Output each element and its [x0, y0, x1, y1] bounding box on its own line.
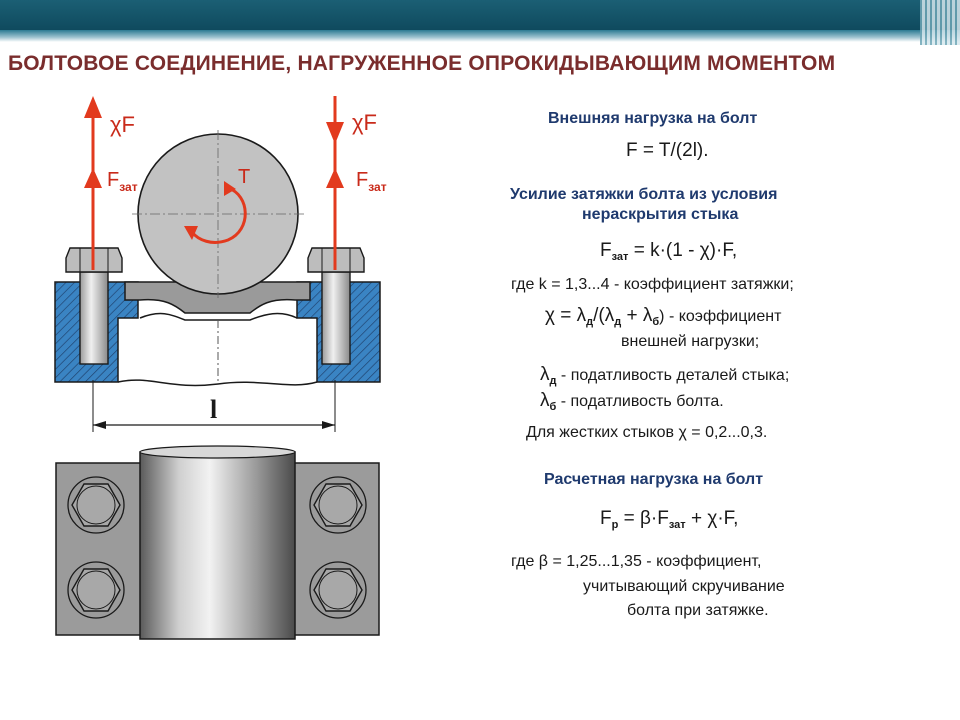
design-load-formula: $F_р = \beta\cdot F_{зат} + \chi\cdot F$,	[600, 508, 739, 531]
rigid-joint-note: Для жестких стыков χ = 0,2...0,3.	[526, 424, 768, 441]
tightening-formula: $F_{зат} = k\cdot(1 - \chi)\cdot F$,	[600, 240, 738, 263]
nut-bottom-right	[310, 562, 366, 618]
label-chi-f-left: χF	[110, 112, 135, 137]
beta-definition-2: учитывающий скручивание	[583, 578, 785, 595]
label-f-zat-right: $F_{зат}$	[356, 169, 387, 194]
label-length: l	[210, 395, 218, 424]
cavity-line	[140, 314, 297, 320]
nut-bottom-left	[68, 562, 124, 618]
design-load-heading: Расчетная нагрузка на болт	[544, 471, 764, 488]
shaft-top-view	[140, 452, 295, 639]
ext-load-heading: Внешняя нагрузка на болт	[548, 110, 758, 127]
plan-view	[56, 446, 379, 639]
left-bolt-shank	[80, 272, 108, 364]
lambda-d-definition: $\lambda_д$ - податливость деталей стыка;	[540, 364, 790, 387]
tightening-heading-2: нераскрытия стыка	[582, 206, 739, 223]
k-definition: где k = 1,3...4 - коэффициент затяжки;	[511, 276, 794, 293]
label-torque: T	[238, 166, 251, 188]
slide-title: БОЛТОВОЕ СОЕДИНЕНИЕ, НАГРУЖЕННОЕ ОПРОКИДЫВАЮЩИМ МОМЕНТОМ	[8, 52, 836, 75]
beta-definition: где β = 1,25...1,35 - коэффициент,	[511, 553, 762, 570]
nut-top-right	[310, 477, 366, 533]
lambda-b-definition: $\lambda_б$ - податливость болта.	[540, 390, 724, 413]
tightening-heading-1: Усилие затяжки болта из условия	[510, 186, 778, 203]
label-chi-f-right: χF	[352, 110, 377, 135]
right-bolt-shank	[322, 272, 350, 364]
chi-definition: $\chi = \lambda_д/(\lambda_д + \lambda_б)$ - коэффициент	[545, 305, 782, 328]
nut-top-left	[68, 477, 124, 533]
label-f-zat-left: $F_{зат}$	[107, 169, 138, 194]
chi-definition-2: внешней нагрузки;	[621, 333, 760, 350]
beta-definition-3: болта при затяжке.	[627, 602, 769, 619]
ext-load-formula: F = T/(2l).	[626, 140, 709, 161]
section-view	[55, 96, 380, 432]
